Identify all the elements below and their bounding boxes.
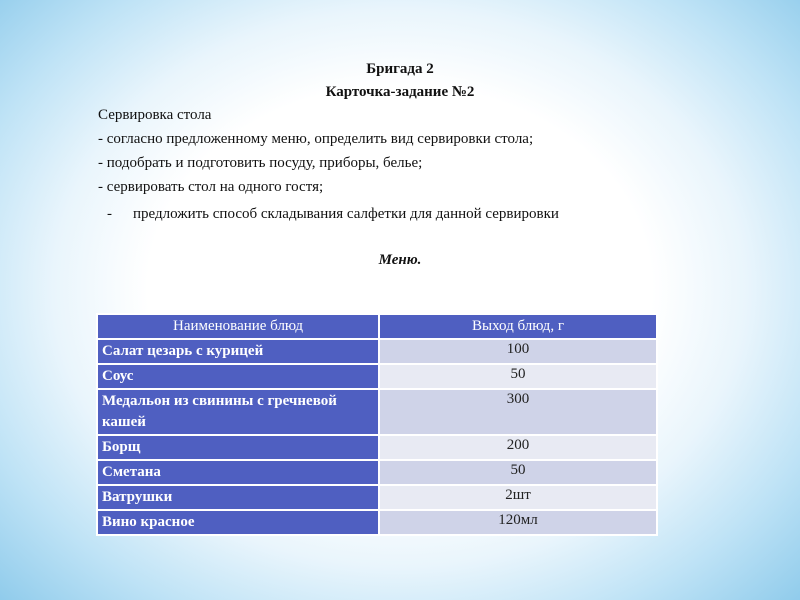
- task-line: - согласно предложенному меню, определить вид сервировки стола;: [98, 131, 534, 147]
- dish-name: Вино красное: [97, 510, 379, 535]
- dish-yield: 50: [379, 364, 657, 389]
- dish-yield: 200: [379, 435, 657, 460]
- dish-yield: 50: [379, 460, 657, 485]
- dish-name: Сметана: [97, 460, 379, 485]
- table-row: [97, 364, 657, 389]
- task-line: - сервировать стол на одного гостя;: [98, 179, 324, 195]
- dish-name: Соус: [97, 364, 379, 389]
- table-row: [97, 339, 657, 364]
- menu-title: Меню.: [378, 252, 422, 268]
- column-header-yield: Выход блюд, г: [379, 314, 657, 339]
- dish-yield: 300: [379, 389, 657, 435]
- column-header-dish: Наименование блюд: [97, 314, 379, 339]
- table-row: [97, 510, 657, 535]
- dish-yield: 100: [379, 339, 657, 364]
- brigade-title: Бригада 2: [366, 61, 434, 77]
- dish-name: Борщ: [97, 435, 379, 460]
- table-row: [97, 460, 657, 485]
- task-line-napkin: [107, 206, 559, 223]
- table-row: [97, 435, 657, 460]
- table-header-row: [97, 314, 657, 339]
- card-title: Карточка-задание №2: [325, 84, 475, 100]
- task-heading: Сервировка стола: [98, 107, 212, 123]
- task-line: - подобрать и подготовить посуду, приборы, белье;: [98, 155, 423, 171]
- task-line-text: предложить способ складывания салфетки для данной сервировки: [133, 206, 559, 222]
- dish-yield: 120мл: [379, 510, 657, 535]
- dish-name: Ватрушки: [97, 485, 379, 510]
- dish-yield: 2шт: [379, 485, 657, 510]
- dish-name: Медальон из свинины с гречневой кашей: [97, 389, 379, 435]
- menu-table: [96, 313, 658, 536]
- table-row: [97, 485, 657, 510]
- table-row: [97, 389, 657, 435]
- dish-name: Салат цезарь с курицей: [97, 339, 379, 364]
- list-dash: -: [107, 206, 112, 222]
